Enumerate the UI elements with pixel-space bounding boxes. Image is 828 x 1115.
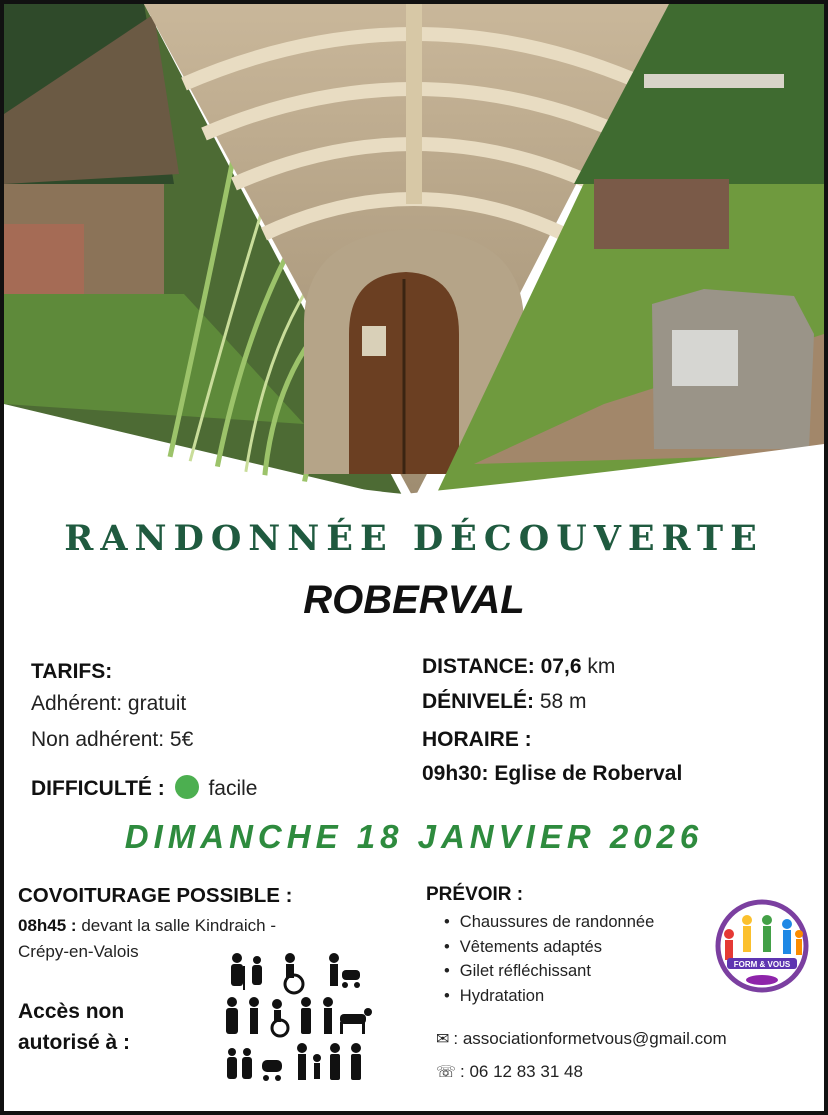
covoiturage-time: 08h45 : <box>18 916 77 935</box>
denivele <box>422 690 587 714</box>
difficulty-dot-icon <box>175 775 199 799</box>
distance-label: DISTANCE: <box>422 655 535 678</box>
phone[interactable]: : 06 12 83 31 48 <box>460 1062 583 1081</box>
photo-collage <box>4 4 824 504</box>
horaire <box>422 762 682 786</box>
envelope-icon: ✉ <box>436 1031 450 1048</box>
form-et-vous-logo-icon <box>709 898 815 994</box>
logo-text: FORM & VOUS <box>733 960 791 969</box>
tarifs-heading: TARIFS: <box>31 660 113 683</box>
covoiturage-place: devant la salle Kindraich - <box>81 916 276 935</box>
distance-unit: km <box>587 655 616 678</box>
difficulty-label: DIFFICULTÉ : <box>31 777 165 800</box>
tarif-non-adherent: Non adhérent: 5€ <box>31 728 194 751</box>
restricted-access-pictograms-icon <box>222 952 382 1092</box>
email[interactable]: : associationformetvous@gmail.com <box>453 1029 727 1048</box>
difficulty-value: facile <box>208 777 258 800</box>
prevoir-heading: PRÉVOIR : <box>426 884 524 905</box>
event-title: RANDONNÉE DÉCOUVERTE <box>64 518 764 559</box>
acces-line1: Accès non <box>18 1000 125 1023</box>
phone-line[interactable] <box>436 1062 583 1082</box>
covoiturage-details <box>18 916 276 936</box>
covoiturage-heading: COVOITURAGE POSSIBLE : <box>18 884 293 907</box>
event-location: ROBERVAL <box>303 578 525 622</box>
difficulty <box>31 775 257 801</box>
phone-icon: ☏ <box>436 1064 457 1081</box>
denivele-label: DÉNIVELÉ: <box>422 690 535 713</box>
acces-line2: autorisé à : <box>18 1031 131 1054</box>
event-date: DIMANCHE 18 JANVIER 2026 <box>124 818 704 855</box>
list-item: • Gilet réfléchissant <box>444 959 654 984</box>
denivele-value: 58 m <box>539 690 587 713</box>
horaire-heading: HORAIRE : <box>422 728 532 751</box>
horaire-time: 09h30: <box>422 762 489 785</box>
tarif-adherent: Adhérent: gratuit <box>31 692 187 715</box>
prevoir-list <box>444 910 654 1008</box>
horaire-place: Eglise de Roberval <box>494 762 683 785</box>
list-item: • Hydratation <box>444 984 654 1009</box>
covoiturage-city: Crépy-en-Valois <box>18 942 139 961</box>
distance <box>422 655 615 679</box>
list-item: • Vêtements adaptés <box>444 935 654 960</box>
email-line[interactable] <box>436 1029 727 1049</box>
list-item: • Chaussures de randonnée <box>444 910 654 935</box>
distance-value: 07,6 <box>540 655 582 678</box>
